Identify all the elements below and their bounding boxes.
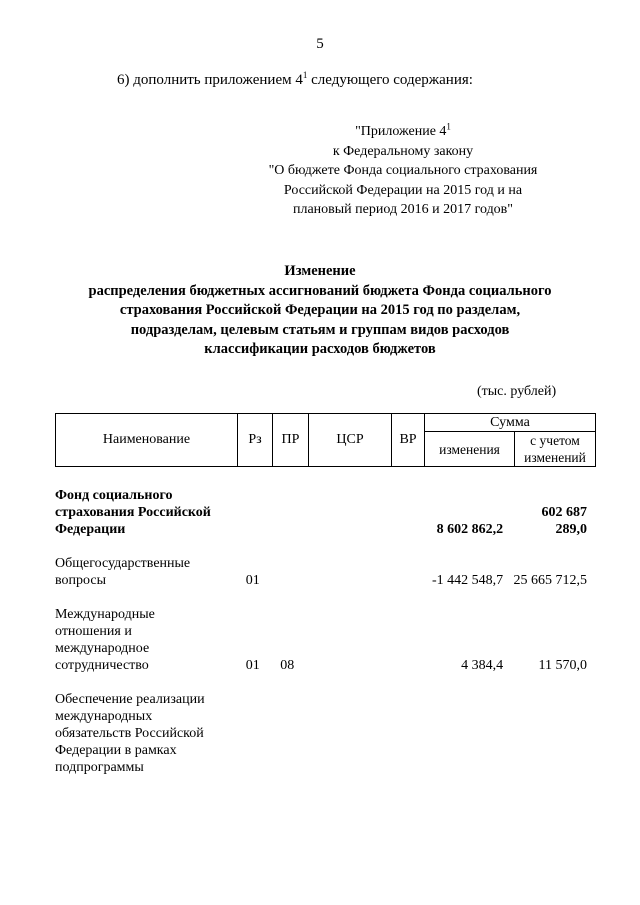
cell-rz: 01 <box>245 573 260 588</box>
page-number: 5 <box>316 36 324 52</box>
cell-csr <box>305 691 387 776</box>
table-header <box>55 413 596 467</box>
amendment-intro <box>117 72 473 89</box>
row-spacer <box>55 674 587 691</box>
table-row <box>55 691 587 776</box>
cell-csr <box>305 606 387 674</box>
cell-rz: 01 <box>245 658 260 673</box>
cell-pr <box>270 555 305 589</box>
cell-name: Фонд социального страхования Российской Федерации <box>55 488 211 537</box>
appendix-line-1: "Приложение $4^1$ <box>355 121 451 139</box>
cell-pr <box>270 487 305 538</box>
title-line-3: страхования Российской Федерации на 2015 год по разделам, <box>119 302 521 318</box>
budget-table <box>55 487 587 776</box>
table-row <box>55 487 587 538</box>
cell-total: 25 665 712,5 <box>513 573 587 588</box>
cell-change <box>418 691 507 776</box>
cell-total: 11 570,0 <box>538 658 587 673</box>
cell-change: 8 602 862,2 <box>436 522 504 537</box>
table-row <box>55 555 587 589</box>
document-title <box>60 262 580 360</box>
row-spacer <box>55 589 587 606</box>
title-line-1: Изменение <box>284 263 356 279</box>
cell-name: Обеспечение реализации международных обязательств Российской Федерации в рамках подпрограммы <box>55 692 205 775</box>
table-row <box>55 606 587 674</box>
title-line-4: подразделам, целевым статьям и группам видов расходов <box>130 321 510 338</box>
appendix-superscript: 1 <box>446 121 451 132</box>
intro-superscript: 1 <box>302 70 308 80</box>
cell-vr <box>386 606 418 674</box>
header-sum: Сумма <box>425 414 596 432</box>
units-label: (тыс. рублей) <box>477 384 557 399</box>
appendix-line-3: "О бюджете Фонда социального страхования <box>268 163 538 178</box>
cell-change: -1 442 548,7 <box>431 573 504 588</box>
cell-pr: 08 <box>280 658 295 673</box>
title-line-5: классификации расходов бюджетов <box>204 341 436 357</box>
cell-vr <box>386 555 418 589</box>
cell-total: 602 687 289,0 <box>541 505 587 537</box>
cell-name: Общегосударственные вопросы <box>55 556 191 588</box>
intro-tail: следующего содержания: <box>307 72 473 88</box>
cell-total <box>507 691 587 776</box>
cell-csr <box>305 487 387 538</box>
header-change: изменения <box>425 432 515 467</box>
cell-csr <box>305 555 387 589</box>
header-vr: ВР <box>392 414 425 467</box>
cell-vr <box>386 487 418 538</box>
header-name: Наименование <box>56 414 238 467</box>
cell-vr <box>386 691 418 776</box>
header-csr: ЦСР <box>309 414 392 467</box>
title-line-2: распределения бюджетных ассигнований бюджета Фонда социального <box>88 282 552 299</box>
appendix-reference <box>238 122 568 220</box>
row-spacer <box>55 538 587 555</box>
cell-rz <box>236 487 270 538</box>
intro-text: 6) дополнить приложением 4 <box>117 72 303 88</box>
header-with-changes: с учетом изменений <box>515 432 596 467</box>
header-rz: Рз <box>238 414 273 467</box>
cell-pr <box>270 691 305 776</box>
appendix-line-2: к Федеральному закону <box>332 143 474 159</box>
cell-change: 4 384,4 <box>461 658 504 673</box>
header-pr: ПР <box>273 414 309 467</box>
cell-rz <box>236 691 270 776</box>
appendix-line-5: плановый период 2016 и 2017 годов" <box>292 202 514 217</box>
cell-name: Международные отношения и международное сотрудничество <box>55 607 155 673</box>
appendix-line-4: Российской Федерации на 2015 год и на <box>283 182 523 198</box>
